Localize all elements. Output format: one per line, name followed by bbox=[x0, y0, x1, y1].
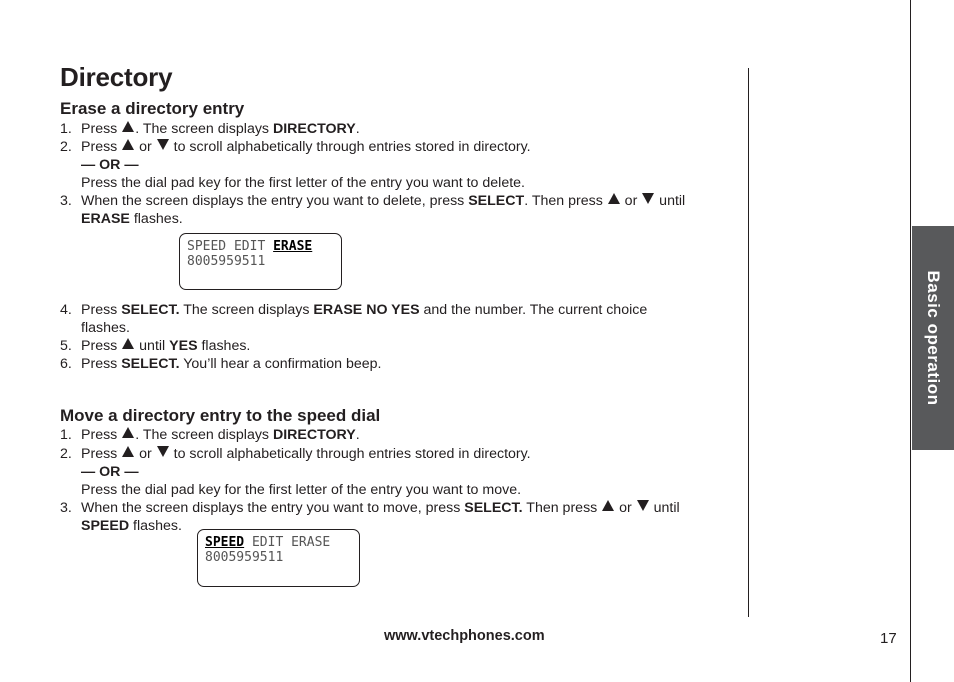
step-3: 3. When the screen displays the entry you want to delete, press SELECT. Then press or until bbox=[60, 193, 686, 209]
up-arrow-icon bbox=[122, 446, 134, 457]
up-arrow-icon bbox=[122, 338, 134, 349]
footer-url: www.vtechphones.com bbox=[384, 628, 545, 644]
step-3-continued: ERASE flashes. bbox=[81, 211, 183, 227]
lcd-highlighted-choice: ERASE bbox=[273, 239, 313, 254]
step-3: 3. When the screen displays the entry you want to move, press SELECT. Then press or until bbox=[60, 500, 680, 516]
step-1: 1. Press . The screen displays DIRECTORY. bbox=[60, 121, 360, 137]
lcd-highlighted-choice: SPEED bbox=[205, 535, 245, 550]
step-6: 6. Press SELECT. You’ll hear a confirmation beep. bbox=[60, 356, 382, 372]
section-heading-move: Move a directory entry to the speed dial bbox=[60, 406, 381, 425]
up-arrow-icon bbox=[122, 139, 134, 150]
step-3-continued: SPEED flashes. bbox=[81, 518, 182, 534]
lcd-number: 8005959511 bbox=[205, 550, 284, 565]
lcd-display-erase bbox=[179, 233, 342, 290]
up-arrow-icon bbox=[602, 500, 614, 511]
page-title: Directory bbox=[60, 62, 173, 92]
lcd-menu-line: SPEED EDIT ERASE bbox=[205, 535, 331, 550]
page-edge-line bbox=[910, 0, 911, 682]
or-separator: — OR — bbox=[81, 464, 139, 480]
step-5: 5. Press until YES flashes. bbox=[60, 338, 251, 354]
lcd-menu-line: SPEED EDIT ERASE bbox=[187, 239, 313, 254]
down-arrow-icon bbox=[637, 500, 649, 511]
step-2: 2. Press or to scroll alphabetically through entries stored in directory. bbox=[60, 446, 531, 462]
step-2-alternative: Press the dial pad key for the first letter of the entry you want to move. bbox=[81, 482, 522, 498]
lcd-display-speed bbox=[197, 529, 360, 587]
step-2-alternative: Press the dial pad key for the first letter of the entry you want to delete. bbox=[81, 175, 525, 191]
down-arrow-icon bbox=[642, 193, 654, 204]
page-number: 17 bbox=[880, 630, 897, 647]
step-4: 4. Press SELECT. The screen displays ERASE NO YES and the number. The current choice bbox=[60, 302, 648, 318]
up-arrow-icon bbox=[608, 193, 620, 204]
up-arrow-icon bbox=[122, 121, 134, 132]
lcd-number: 8005959511 bbox=[187, 254, 266, 269]
section-heading-erase: Erase a directory entry bbox=[60, 99, 245, 118]
up-arrow-icon bbox=[122, 427, 134, 438]
down-arrow-icon bbox=[157, 139, 169, 150]
step-2: 2. Press or to scroll alphabetically through entries stored in directory. bbox=[60, 139, 531, 155]
side-tab bbox=[912, 226, 954, 450]
side-tab-label: Basic operation bbox=[924, 270, 943, 406]
step-1: 1. Press . The screen displays DIRECTORY. bbox=[60, 427, 360, 443]
down-arrow-icon bbox=[157, 446, 169, 457]
step-4-continued: flashes. bbox=[81, 320, 130, 336]
or-separator: — OR — bbox=[81, 157, 139, 173]
column-divider bbox=[748, 68, 749, 617]
